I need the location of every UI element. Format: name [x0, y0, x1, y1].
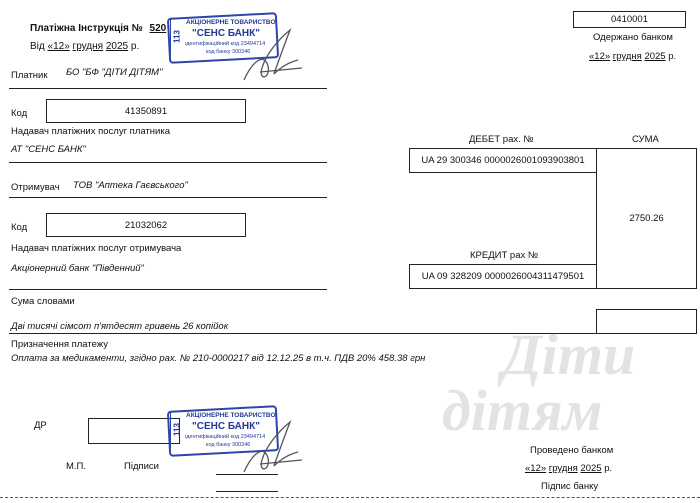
dr-label: ДР — [34, 420, 47, 431]
bank-received-date: «12» грудня 2025 р. — [589, 51, 677, 62]
processed-date: «12» грудня 2025 р. — [525, 463, 613, 474]
words-extra-box — [596, 309, 697, 334]
bank-stamp-top: 113 АКЦІОНЕРНЕ ТОВАРИСТВО "СЕНС БАНК" ідентифікаційний код 23494714 код банку 300346 — [168, 15, 278, 61]
credit-account: UA 09 328209 0000026004311479501 — [409, 264, 597, 289]
words-value: Дві тисячі сімсот п'ятдесят гривень 26 копійок — [11, 321, 229, 332]
bank-received-code: 0410001 — [573, 11, 686, 28]
sum-value: 2750.26 — [596, 148, 697, 289]
payer-label: Платник — [11, 70, 48, 81]
credit-label: КРЕДИТ рах № — [470, 250, 539, 261]
signature-top — [238, 22, 308, 88]
words-label: Сума словами — [11, 296, 75, 307]
cut-line — [0, 497, 700, 498]
recipient-code-label: Код — [11, 222, 28, 233]
watermark-line1: Діти — [502, 322, 636, 387]
words-underline — [9, 333, 598, 334]
debit-label: ДЕБЕТ рах. № — [469, 134, 534, 145]
bank-signature-label: Підпис банку — [541, 481, 599, 492]
signatures-label: Підписи — [124, 461, 159, 472]
recipient-code: 21032062 — [46, 213, 246, 237]
bank-stamp-bottom: 113 АКЦІОНЕРНЕ ТОВАРИСТВО "СЕНС БАНК" ідентифікаційний код 23494714 код банку 300346 — [168, 408, 278, 454]
payer-name: БО "БФ "ДІТИ ДІТЯМ" — [66, 67, 163, 78]
document-date: Від «12» грудня 2025 р. — [30, 41, 140, 52]
payer-code-label: Код — [11, 108, 28, 119]
recipient-name: ТОВ "Аптека Гаєвського" — [73, 180, 188, 191]
payer-provider-underline — [9, 162, 327, 163]
recipient-provider: Акціонерний банк "Південний" — [11, 263, 144, 274]
payer-underline — [9, 88, 327, 89]
sum-label: СУМА — [632, 134, 659, 145]
purpose-label: Призначення платежу — [11, 339, 108, 350]
payer-provider-label: Надавач платіжних послуг платника — [11, 126, 170, 137]
watermark-line2: дітям — [442, 378, 603, 443]
mp-label: М.П. — [66, 461, 87, 472]
signature-line-2 — [216, 491, 278, 492]
recipient-label: Отримувач — [11, 182, 60, 193]
purpose-value: Оплата за медикаменти, згідно рах. № 210-0000217 від 12.12.25 в т.ч. ПДВ 20% 458.38 грн — [11, 353, 426, 364]
processed-label: Проведено банком — [530, 445, 614, 456]
dr-box — [88, 418, 180, 444]
recipient-provider-underline — [9, 289, 327, 290]
debit-account: UA 29 300346 0000026001093903801 — [409, 148, 597, 173]
signature-bottom — [238, 414, 310, 480]
document-number: 520 — [149, 23, 167, 34]
bank-received-label: Одержано банком — [593, 32, 673, 43]
recipient-underline — [9, 197, 327, 198]
payer-code: 41350891 — [46, 99, 246, 123]
recipient-provider-label: Надавач платіжних послуг отримувача — [11, 243, 182, 254]
document-title: Платіжна Інструкція № 520 — [30, 23, 167, 34]
payer-provider: АТ "СЕНС БАНК" — [11, 144, 86, 155]
